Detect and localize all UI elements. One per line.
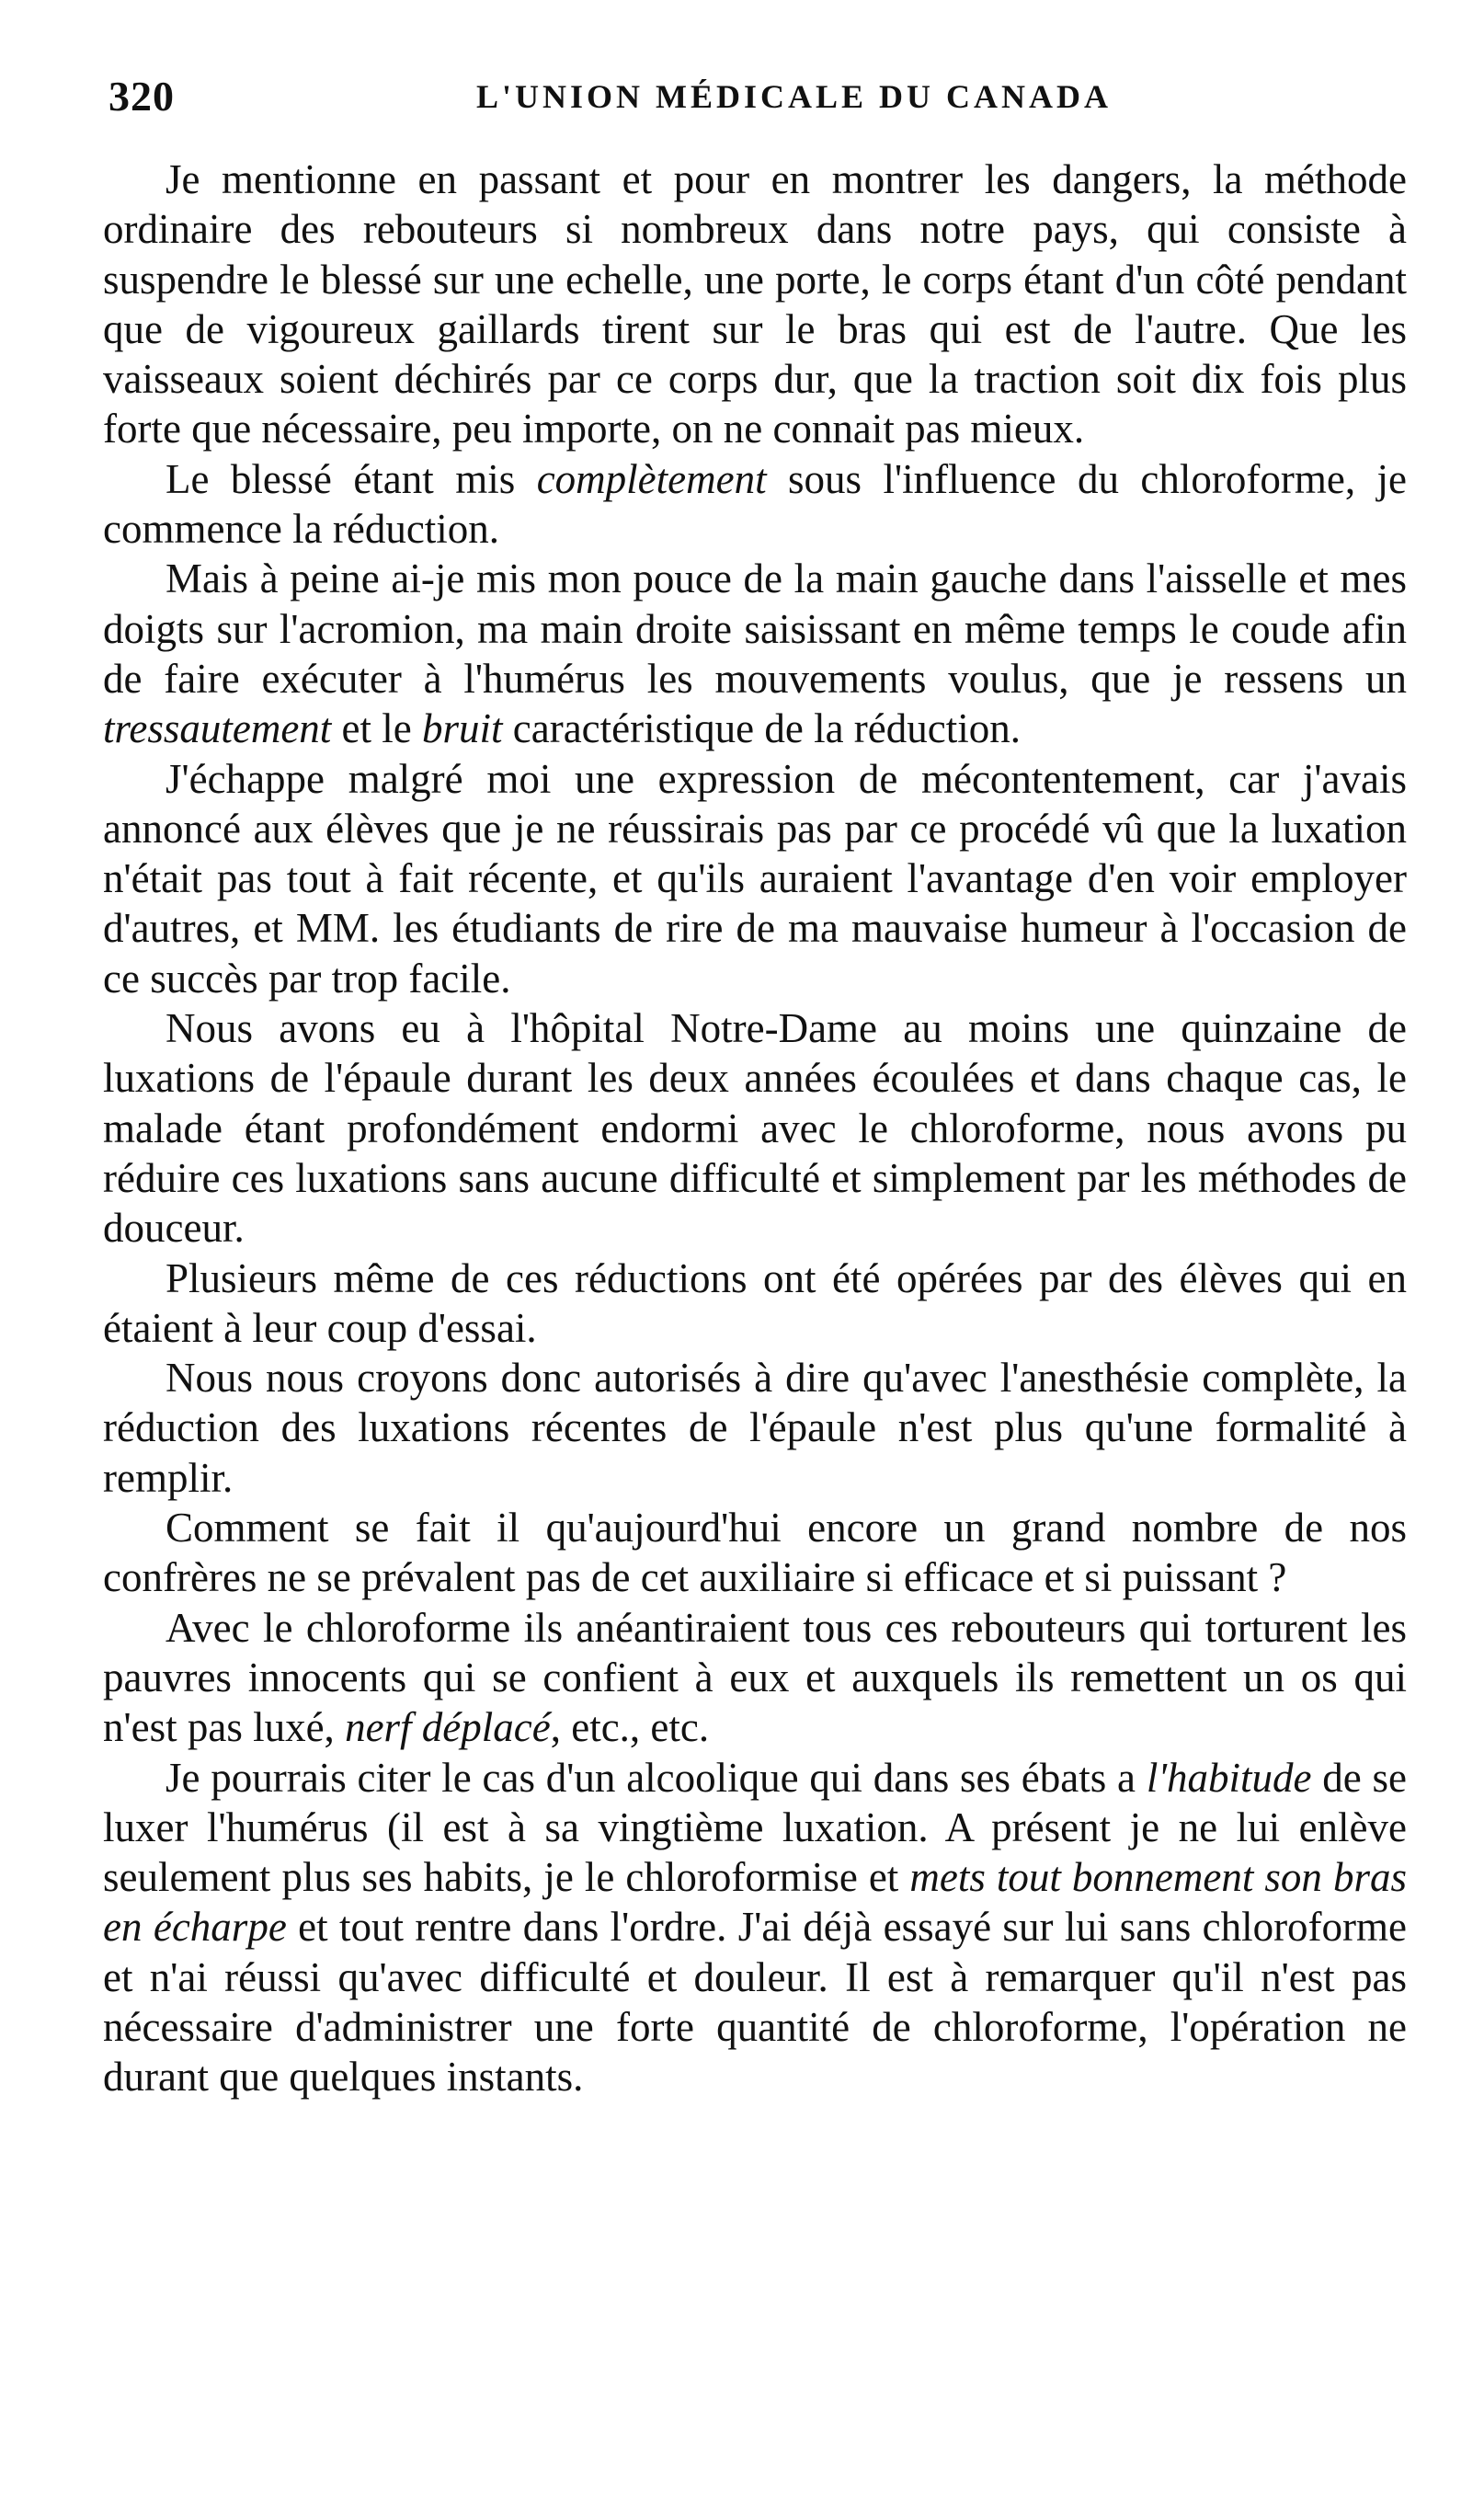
italic-text: mets tout bonnement son bras en écharpe: [103, 1854, 1407, 1951]
text-run: Nous nous croyons donc autorisés à dire qu'avec l'anesthésie complète, la réduction des luxations récentes de l'épaule n'est plus qu'une formalité à remplir.: [103, 1355, 1407, 1501]
italic-text: complètement: [536, 455, 767, 502]
text-run: Nous avons eu à l'hôpital Notre-Dame au moins une quinzaine de luxations de l'épaule durant les deux années écoulées et dans chaque cas, le malade étant profondément endormi avec le chloroforme, nous avons pu réduire ces luxations sans aucune difficulté et simplement par les méthodes de douceur.: [103, 1005, 1407, 1252]
text-run: Comment se fait il qu'aujourd'hui encore un grand nombre de nos confrères ne se prévalent pas de cet auxiliaire si efficace et si puissant ?: [103, 1505, 1407, 1601]
paragraph: [103, 1003, 1407, 1253]
paragraph: [103, 554, 1407, 753]
text-run: J'échappe malgré moi une expression de mécontentement, car j'avais annoncé aux élèves que je ne réussirais pas par ce procédé vû que la luxation n'était pas tout à fait récente, et qu'ils auraient l'avantage d'en voir employer d'autres, et MM. les étudiants de rire de ma mauvaise humeur à l'occasion de ce succès par trop facile.: [103, 755, 1407, 1002]
text-run: Mais à peine ai-je mis mon pouce de la main gauche dans l'aisselle et mes doigts sur l'acromion, ma main droite saisissant en même temps le coude afin de faire exécuter à l'humérus les mouvements voulus, que je ressens un: [103, 555, 1407, 702]
paragraph: [103, 754, 1407, 1003]
italic-text: l'habitude: [1146, 1754, 1312, 1801]
body-text: [103, 155, 1407, 2102]
journal-title: L'UNION MÉDICALE DU CANADA: [476, 78, 1113, 115]
paragraph: [103, 155, 1407, 454]
text-run: et le: [331, 705, 422, 752]
text-run: de se luxer l'humérus (il est à sa vingtième luxation. A présent je ne lui enlève seulement plus ses habits, je le chloroformise et: [103, 1754, 1407, 1901]
text-run: sous l'influence du chloroforme, je commence la réduction.: [103, 455, 1407, 553]
text-run: Le blessé étant mis: [166, 455, 537, 502]
paragraph: [103, 1254, 1407, 1354]
paragraph: [103, 1753, 1407, 2102]
italic-text: tressautement: [103, 705, 332, 752]
paragraph: [103, 1603, 1407, 1753]
text-run: et tout rentre dans l'ordre. J'ai déjà essayé sur lui sans chloroforme et n'ai réussi qu'avec difficulté et douleur. Il est à remarquer qu'il n'est pas nécessaire d'administrer une forte quantité de chloroforme, l'opération ne durant que quelques instants.: [103, 1904, 1407, 2101]
page-number: 320: [108, 73, 175, 120]
paragraph: [103, 1353, 1407, 1503]
paragraph: [103, 454, 1407, 555]
paragraph: [103, 1503, 1407, 1603]
text-run: Je mentionne en passant et pour en montrer les dangers, la méthode ordinaire des rebouteurs si nombreux dans notre pays, qui consiste à suspendre le blessé sur une echelle, une porte, le corps étant d'un côté pendant que de vigoureux gaillards tirent sur le bras qui est de l'autre. Que les vaisseaux soient déchirés par ce corps dur, que la traction soit dix fois plus forte que nécessaire, peu importe, on ne connait pas mieux.: [103, 156, 1407, 452]
text-run: , etc., etc.: [550, 1704, 710, 1751]
text-run: Plusieurs même de ces réductions ont été opérées par des élèves qui en étaient à leur coup d'essai.: [103, 1254, 1407, 1351]
text-run: Je pourrais citer le cas d'un alcoolique qui dans ses ébats a: [166, 1754, 1147, 1801]
text-run: caractéristique de la réduction.: [502, 705, 1021, 752]
italic-text: bruit: [422, 705, 503, 752]
running-head: [108, 72, 1414, 127]
text-run: Avec le chloroforme ils anéantiraient tous ces rebouteurs qui torturent les pauvres innocents qui se confient à eux et auxquels ils remettent un os qui n'est pas luxé,: [103, 1604, 1407, 1751]
italic-text: nerf déplacé: [345, 1704, 551, 1751]
